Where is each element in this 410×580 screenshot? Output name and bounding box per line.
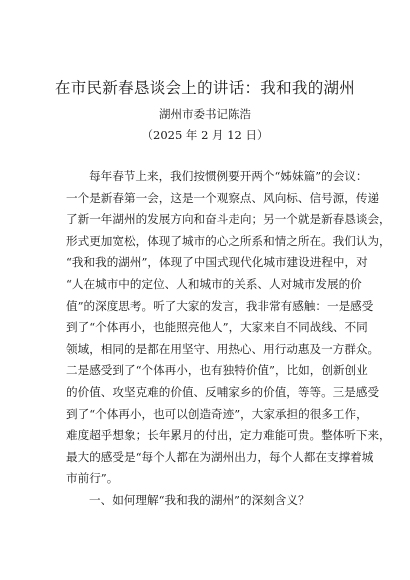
body-line: “我和我的湖州”，体现了中国式现代化城市建设进程中，对	[66, 255, 368, 270]
body-line: 形式更加宽松，体现了城市的心之所系和情之所在。我们认为，	[66, 233, 391, 248]
document-title: 在市民新春恳谈会上的讲话：我和我的湖州	[54, 79, 356, 97]
body-line: 二是感受到了“个体再小，也有独特价值”，比如，创新创业	[66, 363, 368, 378]
body-line: 市前行”。	[66, 471, 119, 486]
document-date: （2025 年 2 月 12 日）	[141, 128, 269, 142]
body-line: 难度超乎想象；长年累月的付出，定力难能可贵。整体听下来，	[66, 428, 391, 443]
body-line: 了新一年湖州的发展方向和奋斗走向；另一个就是新春恳谈会，	[66, 212, 391, 227]
section-heading: 一、如何理解“我和我的湖州”的深刻含义？	[89, 492, 310, 507]
document-body	[66, 166, 391, 512]
body-line: 最大的感受是“每个人都在为湖州出力，每个人都在支撑着城	[66, 449, 374, 464]
body-line: 的价值、攻坚克难的价值、反哺家乡的价值，等等。三是感受	[66, 384, 380, 399]
body-line: 每年春节上来，我们按惯例要开两个“姊妹篇”的会议：	[89, 169, 368, 183]
body-line: 到了“个体再小，也可以创造奇迹”，大家承担的很多工作，	[66, 406, 368, 421]
body-line: 一个是新春第一会，这是一个观察点、风向标、信号源，传递	[66, 190, 380, 205]
document-author: 湖州市委书记陈浩	[159, 107, 251, 121]
body-line: 领域，相同的是都在用坚守、用热心、用行动惠及一方群众。	[66, 341, 380, 356]
body-line: “人在城市中的定位、人和城市的关系、人对城市发展的价	[66, 276, 362, 291]
body-line: 到了“个体再小，也能照亮他人”，大家来自不同战线、不同	[66, 320, 368, 335]
body-line: 值”的深度思考。听了大家的发言，我非常有感触：一是感受	[66, 298, 374, 313]
